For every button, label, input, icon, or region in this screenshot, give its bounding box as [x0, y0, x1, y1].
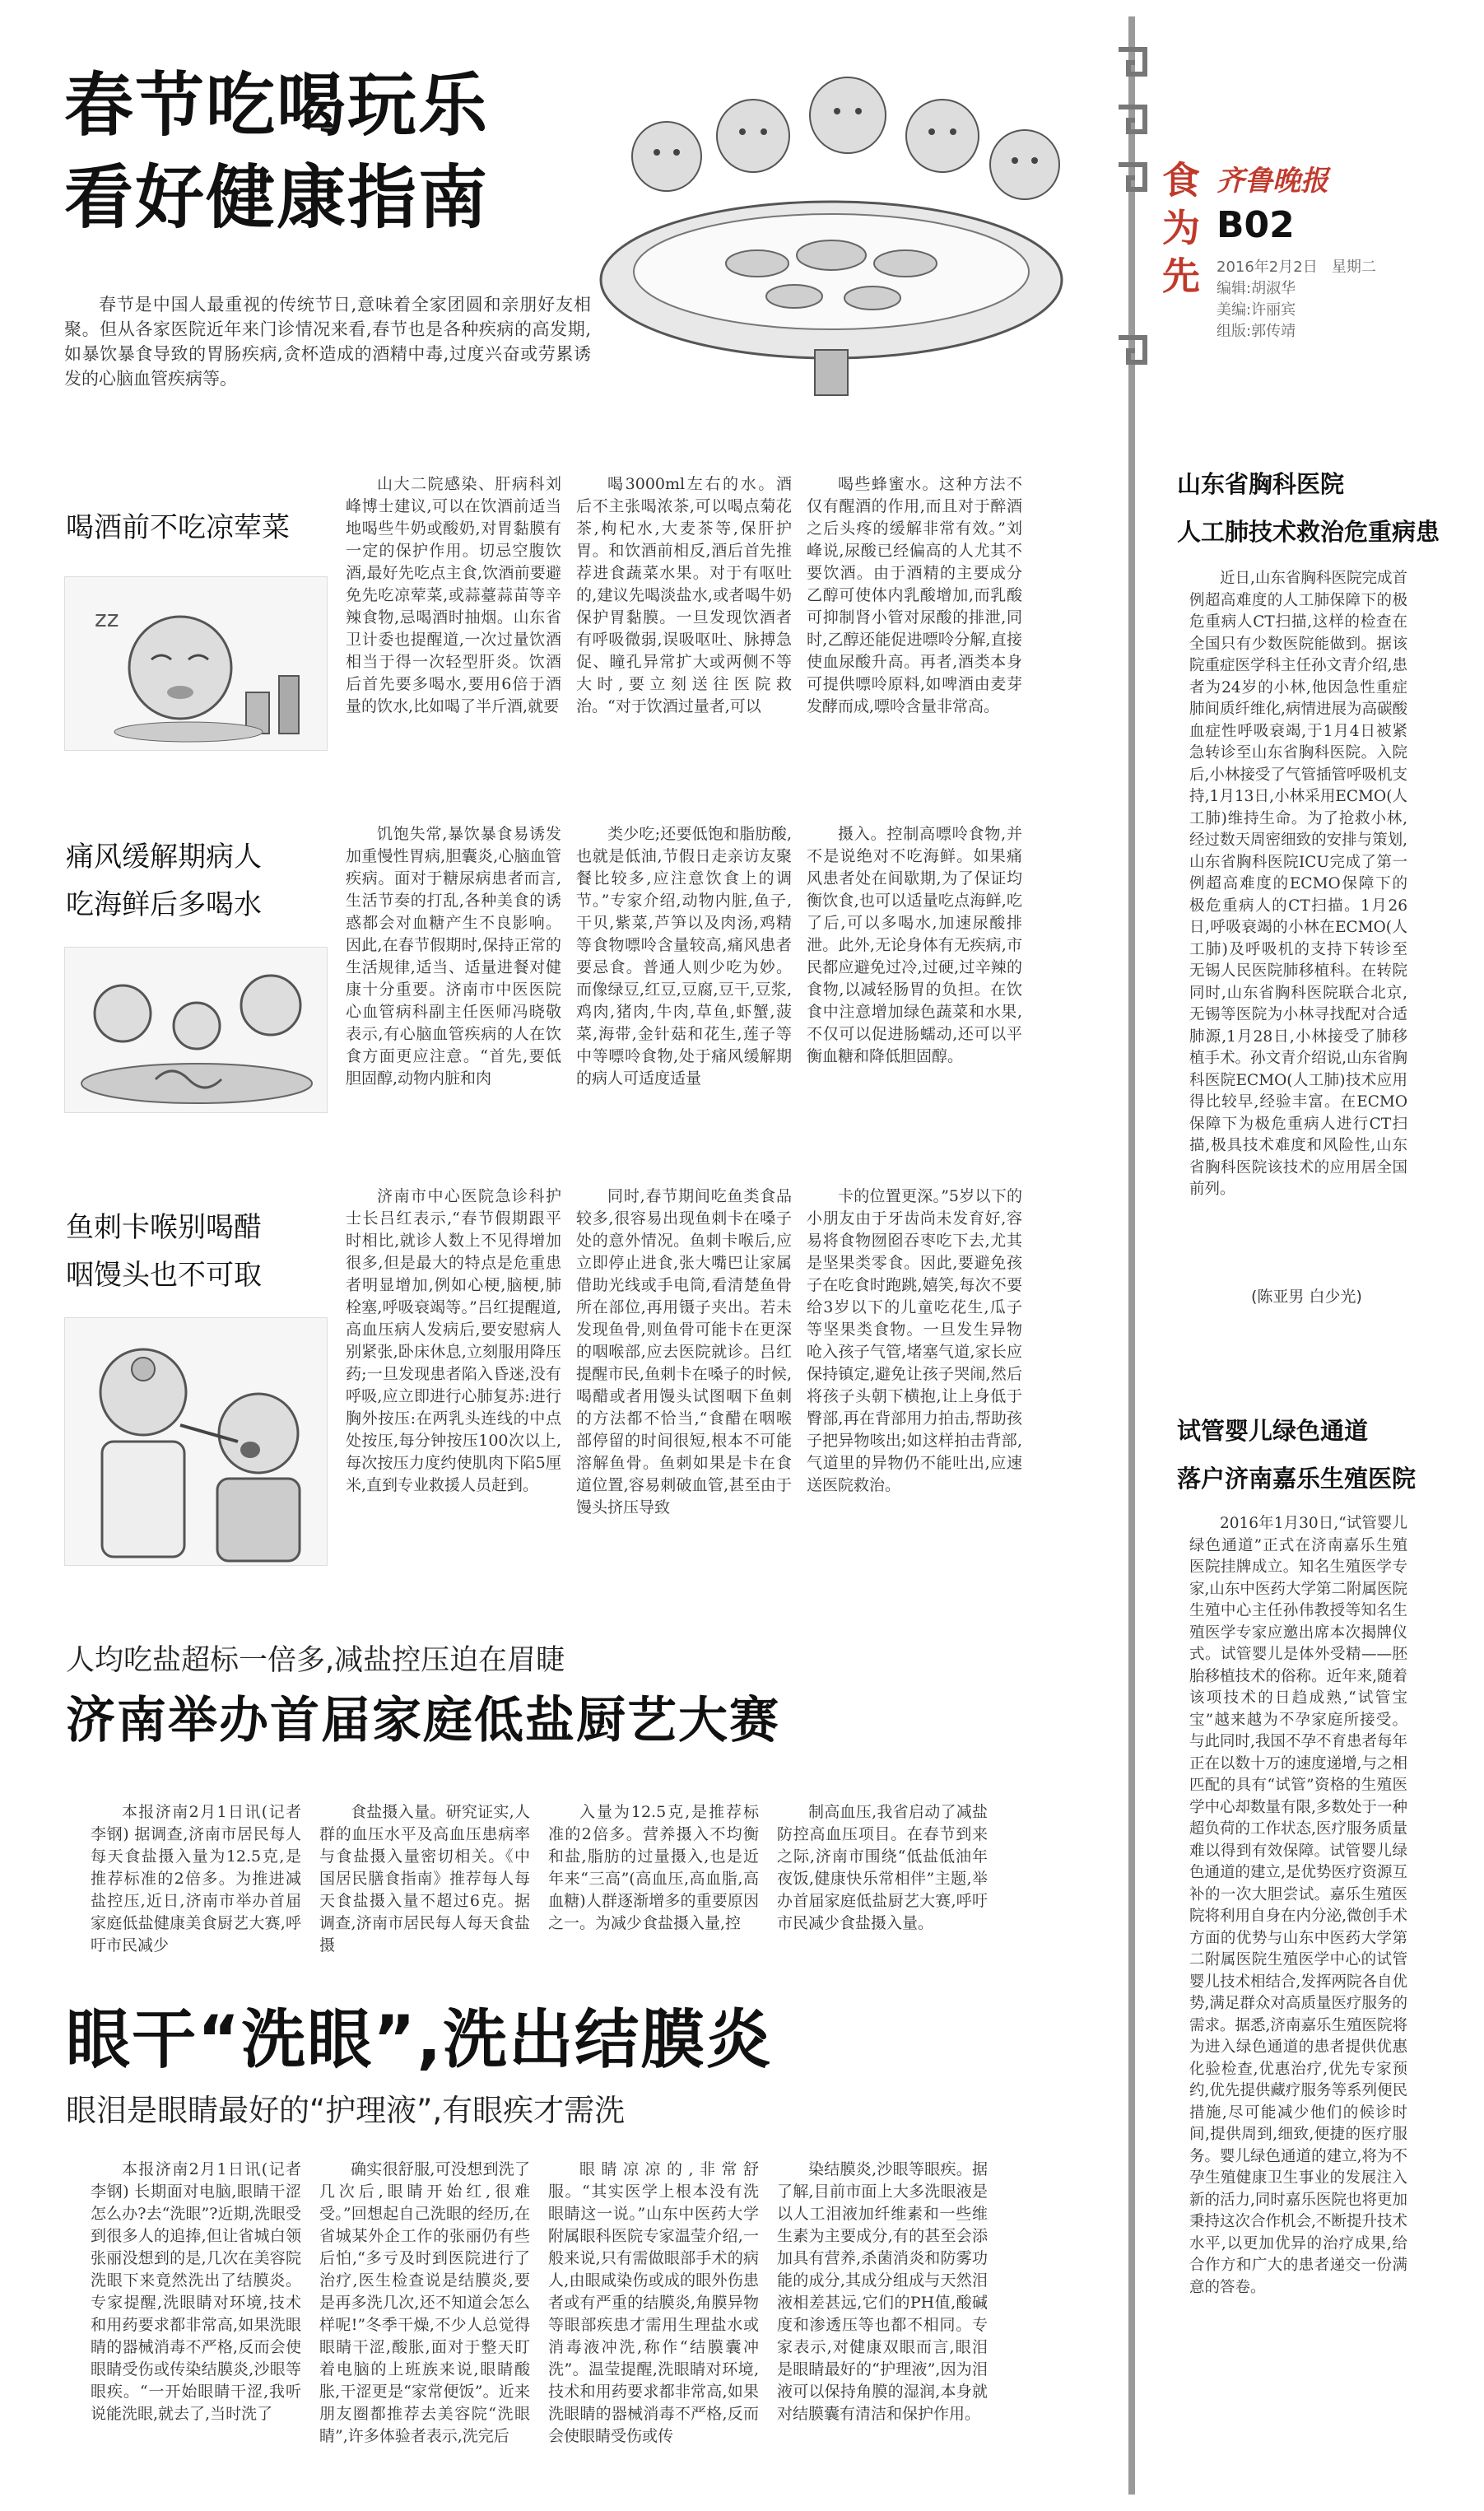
section1-col3: 喝些蜂蜜水。这种方法不仅有醒酒的作用,而且对于醉酒之后头疼的缓解非常有效。”刘峰说,尿酸已经偏高的人尤其不要饮酒。由于酒精的主要成分乙醇可使体内乳酸增加,而乳酸可抑制肾小管对尿酸的排泄,同时,乙醇还能促进嘌呤分解,直接使血尿酸升高。再者,酒类本身可提供嘌呤原料,如啤酒由麦芽发酵而成,嘌呤含量非常高。	[807, 475, 1022, 715]
section3-heading-line2: 咽馒头也不可取	[66, 1259, 262, 1292]
svg-text:zz: zz	[95, 605, 119, 632]
lead-title-line1: 春节吃喝玩乐	[64, 65, 490, 146]
eye-col3: 眼睛凉凉的,非常舒服。“其实医学上根本没有洗眼睛这一说。”山东中医药大学附属眼科医院专家温莹介绍,一般来说,只有需做眼部手术的病人,由眼咸染伤或成的眼外伤患者或有严重的结膜炎,角膜异物等眼部疾患才需用生理盐水或消毒液冲洗,称作“结膜囊冲洗”。温莹提醒,洗眼睛对环境,技术和用药要求都非常高,如果洗眼睛的器械消毒不严格,反而会使眼睛受伤或传	[548, 2160, 759, 2445]
drunk-person-illustration	[64, 576, 328, 751]
salt-col4: 制高血压,我省启动了减盐防控高血压项目。在春节到来之际,济南市围绕“低盐低油年夜饭,健康快乐常相伴”主题,举办首届家庭低盐厨艺大赛,呼吁市民减少食盐摄入量。	[777, 1803, 988, 1932]
masthead-info	[1217, 257, 1376, 342]
section1-heading-line1: 喝酒前不吃凉荤菜	[66, 511, 290, 544]
salt-kicker: 人均吃盐超标一倍多,减盐控压迫在眉睫	[66, 1644, 565, 1677]
right-article2-heading-line2: 落户济南嘉乐生殖医院	[1177, 1465, 1417, 1493]
section-label: 食为先	[1162, 158, 1200, 298]
section3-heading-line1: 鱼刺卡喉别喝醋	[66, 1211, 262, 1244]
section1-col1: 山大二院感染、肝病科刘峰博士建议,可以在饮酒前适当地喝些牛奶或酸奶,对胃黏膜有一定的保护作用。切忌空腹饮酒,最好先吃点主食,饮酒前要避免先吃凉荤菜,或蒜薹蒜苗等辛辣食物,忌喝酒时抽烟。山东省卫计委也提醒道,一次过量饮酒相当于得一次轻型肝炎。饮酒后首先要多喝水,要用6倍于酒量的饮水,比如喝了半斤酒,就要	[346, 475, 561, 715]
salt-col2: 食盐摄入量。研究证实,人群的血压水平及高血压患病率与食盐摄入量密切相关。《中国居民膳食指南》推荐每人每天食盐摄入量不超过6克。据调查,济南市居民每人每天食盐摄	[319, 1803, 530, 1954]
salt-title: 济南举办首届家庭低盐厨艺大赛	[66, 1692, 780, 1749]
decorative-fret-band	[1115, 16, 1152, 2495]
doctor-child-illustration	[64, 1317, 328, 1566]
eye-title: 眼干“洗眼”,洗出结膜炎	[66, 2003, 773, 2077]
section1-col2: 喝3000ml左右的水。酒后不主张喝浓茶,可以喝点菊花茶,枸杞水,大麦茶等,保肝护胃。和饮酒前相反,酒后首先推荐进食蔬菜水果。对于有呕吐的,建议先喝淡盐水,或者喝牛奶保护胃黏膜。一旦发现饮酒者有呼吸微弱,误吸呕吐、脉搏急促、瞳孔异常扩大或两侧不等大时,要立刻送往医院救治。“对于饮酒过量者,可以	[576, 475, 792, 715]
right-article1-byline: (陈亚男 白少光)	[1251, 1288, 1362, 1306]
publish-weekday: 星期二	[1331, 259, 1376, 276]
eye-subtitle: 眼泪是眼睛最好的“护理液”,有眼疾才需洗	[66, 2093, 626, 2128]
right-article1-body: 近日,山东省胸科医院完成首例超高难度的人工肺保障下的极危重病人CT扫描,这样的检查在全国只有少数医院能做到。据该院重症医学科主任孙文青介绍,患者为24岁的小林,他因急性重症肺间质纤维化,病情进展为高碳酸血症性呼吸衰竭,于1月4日被紧急转诊至山东省胸科医院。入院后,小林接受了气管插管呼吸机支持,1月13日,小林采用ECMO(人工肺)维持生命。为了抢救小林,经过数天周密细致的安排与策划,山东省胸科医院ICU完成了第一例超高难度的ECMO保障下的极危重病人的CT扫描。1月26日,呼吸衰竭的小林在ECMO(人工肺)及呼吸机的支持下转诊至无锡人民医院肺移植科。在转院同时,山东省胸科医院联合北京,无锡等医院为小林寻找配对合适肺源,1月28日,小林接受了肺移植手术。孙文青介绍说,山东省胸科医院ECMO(人工肺)技术应用得比较早,经验丰富。在ECMO保障下为极危重病人进行CT扫描,极具技术难度和风险性,山东省胸科医院该技术的应用居全国前列。	[1189, 570, 1407, 1198]
right-article2-heading-line1: 试管婴儿绿色通道	[1177, 1417, 1369, 1445]
page-number: B02	[1217, 204, 1295, 246]
salt-col3: 入量为12.5克,是推荐标准的2倍多。营养摄入不均衡和盐,脂肪的过量摄入,也是近年来“三高”(高血压,高血脂,高血糖)人群逐渐增多的重要原因之一。为减少食盐摄入量,控	[548, 1803, 759, 1932]
right-article2-body: 2016年1月30日,“试管婴儿绿色通道”正式在济南嘉乐生殖医院挂牌成立。知名生殖医学专家,山东中医药大学第二附属医院生殖中心主任孙伟教授等知名生殖医学专家应邀出席本次揭牌仪式。试管婴儿是体外受精——胚胎移植技术的俗称。近年来,随着该项技术的日趋成熟,“试管宝宝”越来越为不孕家庭所接受。与此同时,我国不孕不育患者每年正在以数十万的速度递增,与之相匹配的具有“试管”资格的生殖医学中心却数量有限,多数处于一种超负荷的工作状态,医疗服务质量难以得到有效保障。试管婴儿绿色通道的建立,是优势医疗资源互补的一次大胆尝试。嘉乐生殖医院将利用自身在内分泌,微创手术方面的优势与山东中医药大学第二附属医院生殖医学中心的试管婴儿技术相结合,发挥两院各自优势,满足群众对高质量医疗服务的需求。据悉,济南嘉乐生殖医院将为进入绿色通道的患者提供优惠化验检查,优惠治疗,优先专家预约,优先提供藏疗服务等系列便民措施,尽可能减少他们的候诊时间,提供周到,细致,便捷的医疗服务。婴儿绿色通道的建立,将为不孕生殖健康卫生事业的发展注入新的活力,同时嘉乐医院也将更加秉持这次合作机会,不断提升技术水平,以更加优异的治疗成果,给合作方和广大的患者递交一份满意的答卷。	[1189, 1515, 1407, 2296]
family-dinner-illustration	[568, 58, 1095, 403]
lead-intro: 春节是中国人最重视的传统节日,意味着全家团圆和亲朋好友相聚。但从各家医院近年来门诊情况来看,春节也是各种疾病的高发期,如暴饮暴食导致的胃肠疾病,贪杯造成的酒精中毒,过度兴奋或劳累诱发的心脑血管疾病等。	[64, 295, 591, 389]
art-editor-credit: 美编:许丽宾	[1217, 301, 1296, 319]
publish-date: 2016年2月2日	[1217, 259, 1318, 276]
section2-heading-line2: 吃海鲜后多喝水	[66, 888, 262, 921]
eye-col1: 本报济南2月1日讯(记者 李钢) 长期面对电脑,眼睛干涩怎么办?去“洗眼”?近期,洗眼受到很多人的追捧,但让省城白领张丽没想到的是,几次在美容院洗眼下来竟然洗出了结膜炎。专家提醒,洗眼睛对环境,技术和用药要求都非常高,如果洗眼睛的器械消毒不严格,反而会使眼睛受伤或传染结膜炎,沙眼等眼疾。“一开始眼睛干涩,我听说能洗眼,就去了,当时洗了	[91, 2160, 301, 2423]
section3-col1: 济南市中心医院急诊科护士长吕红表示,“春节假期跟平时相比,就诊人数上不见得增加很多,但是最大的特点是危重患者明显增加,例如心梗,脑梗,肺栓塞,呼吸衰竭等。”吕红提醒道,高血压病人发病后,要安慰病人别紧张,卧床休息,立刻服用降压药;一旦发现患者陷入昏迷,没有呼吸,应立即进行心肺复苏:进行胸外按压:在两乳头连线的中点处按压,每分钟按压100次以上,每次按压力度约使肌肉下陷5厘米,直到专业救援人员赶到。	[346, 1187, 561, 1494]
right-article1-heading-line1: 山东省胸科医院	[1177, 470, 1345, 498]
right-article1-heading-line2: 人工肺技术救治危重病患	[1177, 518, 1440, 546]
section2-col1: 饥饱失常,暴饮暴食易诱发加重慢性胃病,胆囊炎,心脑血管疾病。面对于糖尿病患者而言,生活节奏的打乱,各种美食的诱惑都会对血糖产生不良影响。因此,在春节假期时,保持正常的生活规律,适当、适量进餐对健康十分重要。济南市中医医院心血管病科副主任医师冯晓敬表示,有心脑血管疾病的人在饮食方面更应注意。“首先,要低胆固醇,动物内脏和肉	[346, 825, 561, 1088]
editor-credit: 编辑:胡淑华	[1217, 280, 1296, 297]
section2-heading-line1: 痛风缓解期病人	[66, 841, 262, 873]
section3-col3: 卡的位置更深。”5岁以下的小朋友由于牙齿尚未发育好,容易将食物囫囵吞枣吃下去,尤其是坚果类零食。因此,要避免孩子在吃食时跑跳,嬉笑,每次不要给3岁以下的儿童吃花生,瓜子等坚果类食物。一旦发生异物呛入孩子气管,堵塞气道,家长应保持镇定,避免让孩子哭闹,然后将孩子头朝下横抱,让上身低于臀部,再在背部用力拍击,帮助孩子把异物咳出;如这样拍击背部,气道里的异物仍不能吐出,应速送医院救治。	[807, 1187, 1022, 1494]
section3-col2: 同时,春节期间吃鱼类食品较多,很容易出现鱼刺卡在嗓子处的意外情况。鱼刺卡喉后,应立即停止进食,张大嘴巴让家属借助光线或手电筒,看清楚鱼骨所在部位,再用镊子夹出。若未发现鱼骨,则鱼骨可能卡在更深的咽喉部,应去医院就诊。吕红提醒市民,鱼刺卡在嗓子的时候,喝醋或者用馒头试图咽下鱼刺的方法都不恰当,“食醋在咽喉部停留的时间很短,根本不可能溶解鱼骨。鱼刺如果是卡在食道位置,容易刺破血管,甚至由于馒头挤压导致	[576, 1187, 792, 1516]
section2-col2: 类少吃;还要低饱和脂肪酸,也就是低油,节假日走亲访友聚餐比较多,应注意饮食上的调节。”专家介绍,动物内脏,鱼子,干贝,紫菜,芦笋以及肉汤,鸡精等食物嘌呤含量较高,痛风患者要忌食。普通人则少吃为妙。而像绿豆,红豆,豆腐,豆干,豆浆,鸡肉,猪肉,牛肉,草鱼,虾蟹,菠菜,海带,金针菇和花生,莲子等中等嘌呤食物,处于痛风缓解期的病人可适度适量	[576, 825, 792, 1088]
family-seafood-illustration	[64, 947, 328, 1113]
eye-col2: 确实很舒服,可没想到洗了几次后,眼睛开始红,很难受。”回想起自己洗眼的经历,在省城某外企工作的张丽仍有些后怕,“多亏及时到医院进行了治疗,医生检查说是结膜炎,要是再多洗几次,还不知道会怎么样呢!”冬季干燥,不少人总觉得眼睛干涩,酸胀,面对于整天盯着电脑的上班族来说,眼睛酸胀,干涩更是“家常便饭”。近来朋友圈都推荐去美容院“洗眼睛”,许多体验者表示,洗完后	[319, 2160, 530, 2445]
proofreader-credit: 组版:郭传靖	[1217, 323, 1296, 340]
salt-col1: 本报济南2月1日讯(记者 李钢) 据调查,济南市居民每人每天食盐摄入量为12.5克,是推荐标准的2倍多。为推进减盐控压,近日,济南市举办首届家庭低盐健康美食厨艺大赛,呼吁市民减少	[91, 1803, 301, 1954]
paper-logo: 齐鲁晚报	[1217, 165, 1328, 198]
eye-col4: 染结膜炎,沙眼等眼疾。据了解,目前市面上大多洗眼液是以人工泪液加纤维素和一些维生素为主要成分,有的甚至会添加具有营养,杀菌消炎和防雾功能的成分,其成分组成与天然泪液相差甚远,它们的PH值,酸碱度和渗透压等也都不相同。专家表示,对健康双眼而言,眼泪是眼睛最好的“护理液”,因为泪液可以保持角膜的湿润,本身就对结膜囊有清洁和保护作用。	[777, 2160, 988, 2423]
lead-title-line2: 看好健康指南	[64, 157, 490, 238]
section2-col3: 摄入。控制高嘌呤食物,并不是说绝对不吃海鲜。如果痛风患者处在间歇期,为了保证均衡饮食,也可以适量吃点海鲜,吃了后,可以多喝水,加速尿酸排泄。此外,无论身体有无疾病,市民都应避免过冷,过硬,过辛辣的食物,以减轻肠胃的负担。在饮食中注意增加绿色蔬菜和水果,不仅可以促进肠蠕动,还可以平衡血糖和降低胆固醇。	[807, 825, 1022, 1065]
